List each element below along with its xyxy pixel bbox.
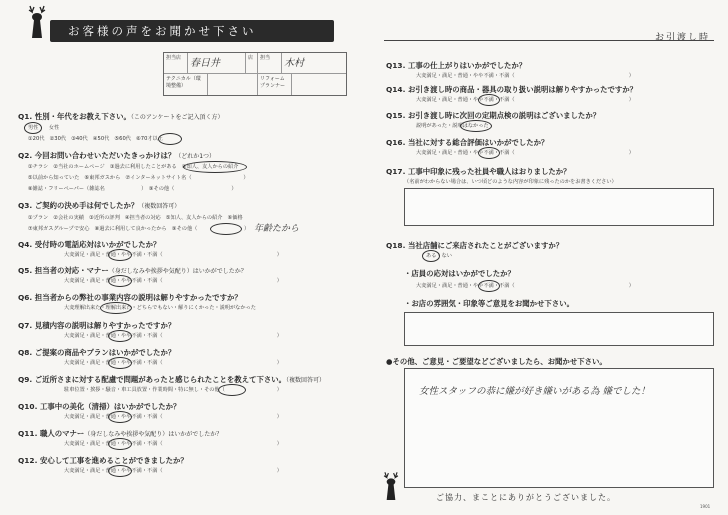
q1-line-1[interactable]: 男性 女性 bbox=[28, 125, 60, 131]
store-response-title: ・店員の応対はいかがでしたか？ bbox=[404, 269, 515, 278]
store-response-line[interactable]: 大変満足・満足・普通・やや不満・不満（ ） bbox=[416, 283, 634, 289]
deer-logo-icon bbox=[22, 4, 52, 42]
header-divider bbox=[384, 40, 714, 41]
q2-title: Q2. 今回お問い合わせいただいたきっかけは？（どれか1つ） bbox=[18, 151, 216, 160]
store-info-table bbox=[163, 52, 347, 96]
q3-other-handwriting: 年齢たから bbox=[254, 224, 300, 234]
q6-line[interactable]: 大変理解出来た・理解出来た・どちらでもない・解りにくかった・説明がなかった bbox=[64, 305, 256, 311]
q17-sub: （名前がわからない場合は、いつ頃どのような内容が印象に残ったのかをお書きください） bbox=[404, 179, 617, 185]
q12-title: Q12. 安心して工事を進めることができましたか？ bbox=[18, 456, 188, 465]
q18-line[interactable]: ある・ない bbox=[426, 253, 452, 259]
staff-value: 木村 bbox=[282, 53, 346, 74]
store-atmosphere-box[interactable] bbox=[404, 312, 714, 346]
store-label: 担当店 bbox=[164, 53, 188, 74]
q16-title: Q16. 当社に対する総合評価はいかがでしたか？ bbox=[386, 138, 549, 147]
q18-title: Q18. 当社店舗にご来店されたことがございますか？ bbox=[386, 241, 564, 250]
answer-circle bbox=[100, 302, 132, 314]
q2-line-3[interactable]: ⑧雑誌・フリーペーパー（雑誌名 ） ⑨その他（ ） bbox=[28, 186, 237, 192]
q9-line[interactable]: 駐車位置・挨拶・騒音・車工具放置・作業時間・特に無し・その他（ ） bbox=[64, 387, 282, 393]
q7-line[interactable]: 大変満足・満足・普通・やや不満・不満（ ） bbox=[64, 333, 282, 339]
footer-thanks: ご協力、まことにありがとうございました。 bbox=[436, 493, 616, 502]
other-comments-box[interactable] bbox=[404, 368, 714, 488]
q1-title: Q1. 性別・年代をお教え下さい。（このアンケートをご記入頂く方） bbox=[18, 112, 224, 121]
q15-title: Q15. お引き渡し時に次回の定期点検の説明はございましたか？ bbox=[386, 111, 601, 120]
q5-line[interactable]: 大変満足・満足・普通・やや不満・不満（ ） bbox=[64, 278, 282, 284]
q1-line-2[interactable]: ①20代 ②30代 ③40代 ④50代 ⑤60代 ⑥70才以上 bbox=[28, 136, 163, 142]
q9-title: Q9. ご近所さまに対する配慮で問題があったと感じられたことを教えて下さい。（複数回答可） bbox=[18, 375, 326, 384]
deer-footer-icon bbox=[378, 470, 404, 504]
answer-circle bbox=[183, 161, 247, 173]
staff-label: 担当 bbox=[258, 53, 282, 74]
answer-circle bbox=[422, 250, 440, 262]
q12-line[interactable]: 大変満足・満足・普通・やや不満・不満（ ） bbox=[64, 468, 282, 474]
header-title-banner: お客様の声をお聞かせ下さい bbox=[50, 20, 334, 42]
q17-title: Q17. 工事中印象に残った社員や職人はおりましたか？ bbox=[386, 167, 571, 176]
answer-circle bbox=[478, 94, 500, 106]
q8-line[interactable]: 大変満足・満足・普通・やや不満・不満（ ） bbox=[64, 360, 282, 366]
store-value: 春日井 bbox=[188, 53, 246, 74]
q10-title: Q10. 工事中の美化（清掃）はいかがでしたか？ bbox=[18, 402, 181, 411]
reform-value bbox=[292, 74, 346, 95]
q3-title: Q3. ご契約の決め手は何でしたか？（複数回答可） bbox=[18, 201, 181, 210]
q2-line-1[interactable]: ①チラシ ②当社のホームページ ③過去に利用したことがある ④知人、友人からの紹介 bbox=[28, 164, 239, 170]
answer-circle bbox=[24, 122, 42, 134]
answer-circle bbox=[108, 249, 132, 261]
answer-circle bbox=[460, 120, 492, 132]
tech-value bbox=[208, 74, 258, 95]
q17-answer-box[interactable] bbox=[404, 188, 714, 226]
q16-line[interactable]: 大変満足・満足・普通・やや不満・不満（ ） bbox=[416, 150, 634, 156]
header-right-label: お引渡し時 bbox=[655, 33, 711, 43]
answer-circle bbox=[158, 133, 182, 145]
q13-line[interactable]: 大変満足・満足・普通・やや不満・不満（ ） bbox=[416, 73, 634, 79]
answer-circle bbox=[108, 357, 132, 369]
answer-circle bbox=[108, 411, 132, 423]
answer-circle bbox=[218, 384, 246, 396]
q3-line-2[interactable]: ⑦東邦ガスグループで安心 ⑧過去に利用して良かったから ⑨その他（ ） bbox=[28, 226, 250, 232]
answer-circle bbox=[108, 438, 132, 450]
answer-circle bbox=[478, 280, 500, 292]
answer-circle bbox=[210, 223, 242, 235]
answer-circle bbox=[108, 330, 132, 342]
page-number: 1901 bbox=[700, 504, 711, 509]
q5-title: Q5. 担当者の対応・マナー（身だしなみや挨拶や気配り）はいかがでしたか？ bbox=[18, 266, 247, 275]
reform-label: リフォーム プランナー bbox=[258, 74, 292, 95]
q4-line[interactable]: 大変満足・満足・普通・やや不満・不満（ ） bbox=[64, 252, 282, 258]
q4-title: Q4. 受付時の電話応対はいかがでしたか？ bbox=[18, 240, 161, 249]
answer-circle bbox=[478, 147, 500, 159]
q15-line[interactable]: 説明があった・説明はなかった bbox=[416, 123, 489, 129]
q8-title: Q8. ご提案の商品やプランはいかがでしたか？ bbox=[18, 348, 176, 357]
comment-handwriting: 女性スタッフの恭に嫌が好き嫌いがある為 嫌でした！ bbox=[419, 386, 651, 397]
store-atmosphere-title: ・お店の雰囲気・印象等ご意見をお聞かせ下さい。 bbox=[404, 299, 574, 308]
tech-label: テクニカル（環境整備） bbox=[164, 74, 208, 95]
q13-title: Q13. 工事の仕上がりはいかがでしたか？ bbox=[386, 61, 527, 70]
q2-line-2[interactable]: ⑤以前から知っていた ⑥東邦ガスから ⑦インターネットサイト名（ ） bbox=[28, 175, 249, 181]
q3-line-1[interactable]: ①プラン ②会社の実績 ③近所の評判 ④担当者の対応 ⑤知人、友人からの紹介 ⑥価格 bbox=[28, 215, 243, 221]
store-suffix: 店 bbox=[246, 53, 258, 74]
q10-line[interactable]: 大変満足・満足・普通・やや不満・不満（ ） bbox=[64, 414, 282, 420]
q6-title: Q6. 担当者からの弊社の事業内容の説明は解りやすかったですか？ bbox=[18, 293, 242, 302]
q7-title: Q7. 見積内容の説明は解りやすかったですか？ bbox=[18, 321, 176, 330]
answer-circle bbox=[108, 465, 132, 477]
q14-line[interactable]: 大変満足・満足・普通・やや不満・不満（ ） bbox=[416, 97, 634, 103]
answer-circle bbox=[108, 275, 132, 287]
q11-line[interactable]: 大変満足・満足・普通・やや不満・不満（ ） bbox=[64, 441, 282, 447]
q11-title: Q11. 職人のマナー（身だしなみや挨拶や気配り）はいかがでしたか？ bbox=[18, 429, 223, 438]
other-comments-title: ●その他、ご意見・ご要望などございましたら、お聞かせ下さい。 bbox=[386, 357, 607, 366]
q14-title: Q14. お引き渡し時の商品・器具の取り扱い説明は解りやすかったですか？ bbox=[386, 85, 638, 94]
